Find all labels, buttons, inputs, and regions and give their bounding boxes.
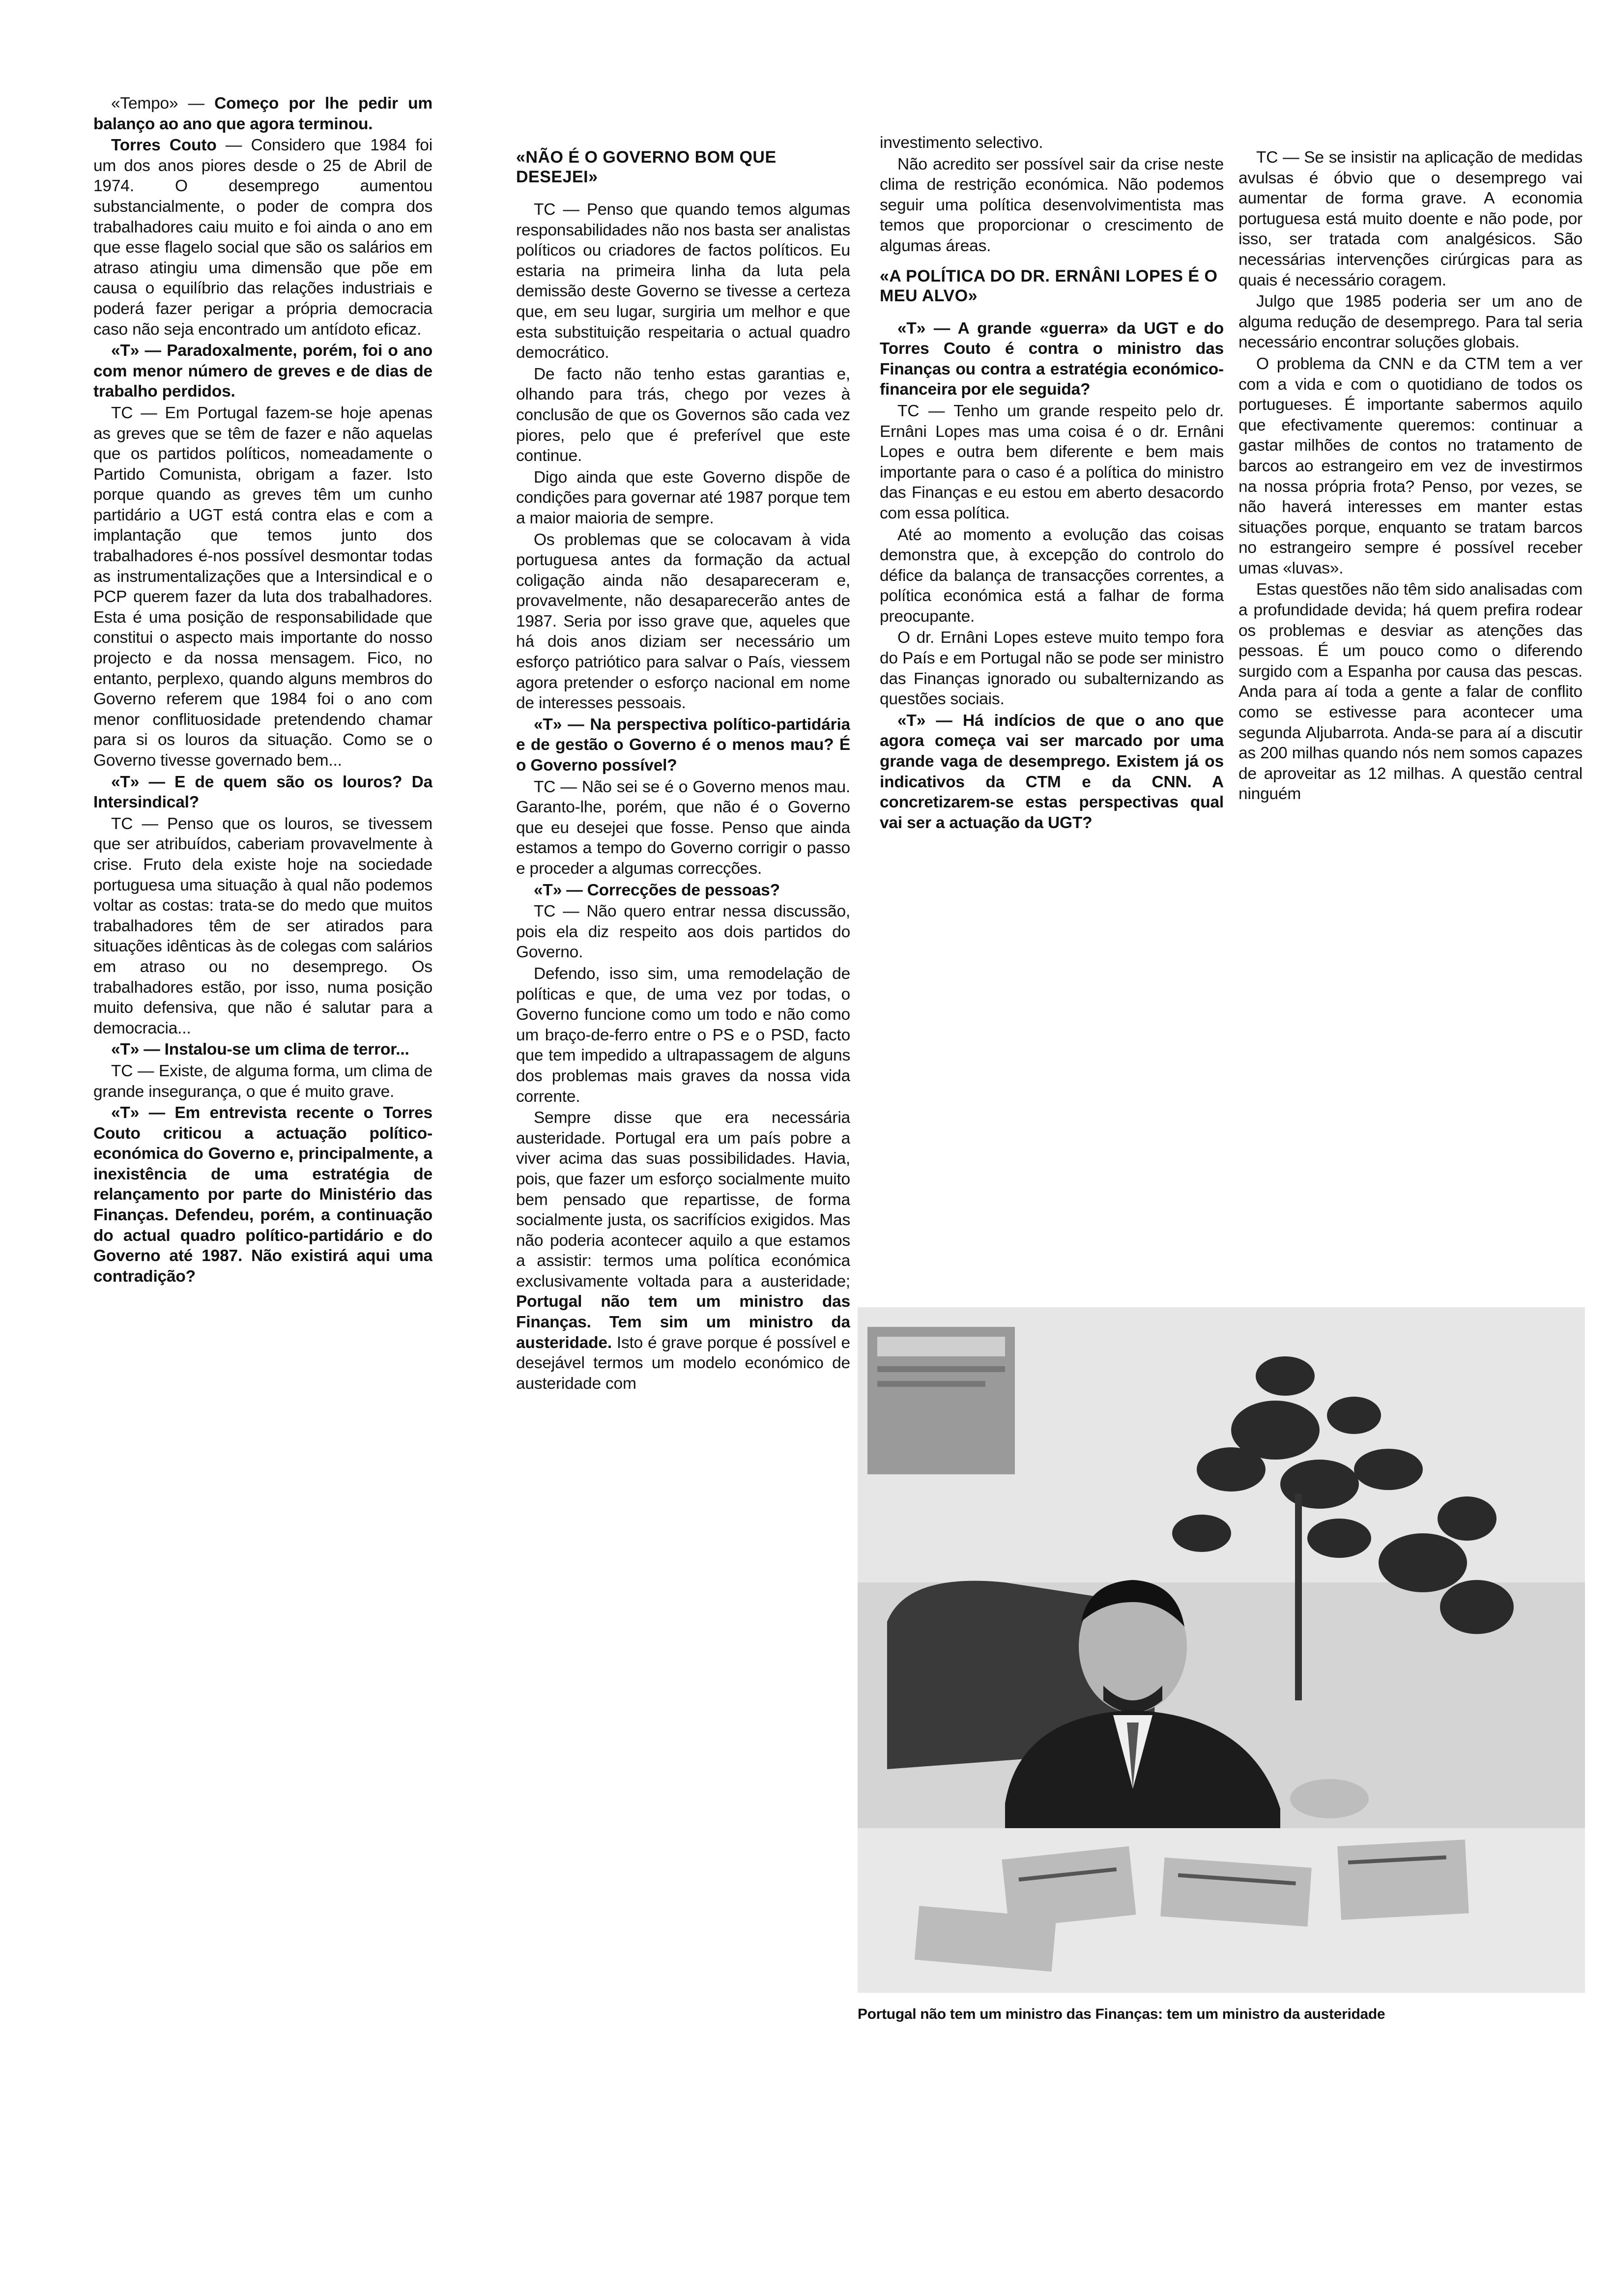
article-column-1 — [93, 93, 432, 1288]
answer-paragraph: Defendo, isso sim, uma remodelação de políticas e que, de uma vez por todas, o Governo funcione como um todo e não como um braço-de-ferro entre o PS e o PSD, facto que tem impedido a ultrapassagem de alguns dos problemas mais graves da nossa vida corrente. — [516, 964, 850, 1106]
intro-question — [93, 93, 432, 134]
interview-question: «T» — E de quem são os louros? Da Intersindical? — [93, 773, 432, 812]
section-heading: «A POLÍTICA DO DR. ERNÂNI LOPES É O MEU ALVO» — [880, 266, 1218, 305]
article-column-3 — [880, 133, 1224, 834]
answer-paragraph: De facto não tenho estas garantias e, olhando para trás, chego por vezes à conclusão de que os Governos são cada vez piores, pelo que é preferível que este continue. — [516, 365, 850, 465]
answer-paragraph: Não acredito ser possível sair da crise neste clima de restrição económica. Não podemos seguir uma política desenvolvimentista mas temos que proporcionar o crescimento de algumas áreas. — [880, 155, 1224, 255]
answer-paragraph — [516, 1108, 850, 1394]
answer-text: Sempre disse que era necessária austeridade. Portugal era um país pobre a viver acima das suas possibilidades. Havia, pois, que fazer um esforço socialmente muito bem pensado que repartisse, de forma socialmente justa, os sacrifícios exigidos. Mas não poderia acontecer aquilo a que estamos a assistir: termos uma política económica exclusivamente voltada para a austeridade; — [516, 1109, 850, 1291]
answer-paragraph: TC — Não sei se é o Governo menos mau. Garanto-lhe, porém, que não é o Governo que eu desejei que fosse. Penso que ainda estamos a tempo do Governo corrigir o passo e proceder a algumas correcções. — [516, 777, 850, 878]
answer-text: — Considero que 1984 foi um dos anos piores desde o 25 de Abril de 1974. O desemprego aumentou substancialmente, o poder de compra dos trabalhadores caiu muito e foi ainda o ano em que esse flagelo social que são os salários em atraso atingiu uma dimensão que põe em causa o equilíbrio das relações industriais e poderá fazer perigar a própria democracia caso não seja encontrado um antídoto eficaz. — [93, 136, 432, 339]
answer-paragraph: TC — Existe, de alguma forma, um clima de grande insegurança, o que é muito grave. — [93, 1062, 432, 1101]
answer-paragraph: O problema da CNN e da CTM tem a ver com a vida e com o quotidiano de todos os portugueses. É importante sabermos aquilo que efectivamente queremos: continuar a gastar milhões de contos no tratamento de barcos ao estrangeiro em vez de investirmos na nossa própria frota? Penso, por vezes, se não haverá interesses em manter estas situações porque, enquanto se tratam barcos no estrangeiro sempre é possível receber umas «luvas». — [1238, 354, 1583, 577]
answer-paragraph — [93, 135, 432, 340]
answer-paragraph: Estas questões não têm sido analisadas com a profundidade devida; há quem prefira rodear os problemas e desviar as atenções das pessoas. É um pouco como o diferendo surgido com a Espanha por causa das pescas. Anda para aí toda a gente a falar de conflito como se estivesse para acontecer uma segunda Aljubarrota. Anda-se para aí a discutir as 200 milhas quando nós nem somos capazes de aproveitar as 12 milhas. A questão central ninguém — [1238, 580, 1583, 804]
interview-question: «T» — Há indícios de que o ano que agora começa vai ser marcado por uma grande vaga de desemprego. Existem já os indicativos da CTM e da CNN. A concretizarem-se estas perspectivas qual vai ser a actuação da UGT? — [880, 711, 1224, 832]
photo-caption: Portugal não tem um ministro das Finanças: tem um ministro da austeridade — [858, 2006, 1385, 2022]
answer-paragraph: Os problemas que se colocavam à vida portuguesa antes da formação da actual coligação ainda não desapareceram e, provavelmente, não desaparecerão antes de 1987. Seria por isso grave que, aqueles que há dois anos diziam ser necessário um esforço patriótico para salvar o País, viessem agora pretender o esforço nacional em nome de interesses pessoais. — [516, 530, 850, 713]
intro-prefix: «Tempo» — — [111, 94, 215, 113]
interview-question: «T» — Instalou-se um clima de terror... — [111, 1040, 409, 1059]
answer-paragraph: Digo ainda que este Governo dispõe de condições para governar até 1987 porque tem a maior maioria de sempre. — [516, 468, 850, 527]
interview-question: «T» — Paradoxalmente, porém, foi o ano com menor número de greves e de dias de trabalho perdidos. — [93, 342, 432, 401]
photo-portrait — [858, 1307, 1585, 1993]
answer-paragraph: Até ao momento a evolução das coisas demonstra que, à excepção do controlo do défice da balança de transacções correntes, a política económica está a falhar de forma preocupante. — [880, 525, 1224, 626]
continued-paragraph: investimento selectivo. — [880, 134, 1043, 152]
answer-paragraph: TC — Tenho um grande respeito pelo dr. Ernâni Lopes mas uma coisa é o dr. Ernâni Lopes e outra bem diferente e bem mais importante para o caso é a política do ministro das Finanças e eu estou em aberto desacordo com essa política. — [880, 402, 1224, 522]
answer-paragraph: TC — Penso que quando temos algumas responsabilidades não nos basta ser analistas políticos ou criadores de factos políticos. Eu estaria na primeira linha da luta pela demissão deste Governo se tivesse a certeza que, em seu lugar, surgiria um melhor e que esta substituição respeitaria o actual quadro democrático. — [516, 201, 850, 362]
article-column-4 — [1238, 147, 1583, 805]
answer-paragraph: O dr. Ernâni Lopes esteve muito tempo fora do País e em Portugal não se pode ser ministro das Finanças ignorado ou subalternizando as questões sociais. — [880, 629, 1224, 709]
emphasis-text: Portugal não tem um ministro das Finanças. Tem sim um ministro da austeridade. — [516, 1292, 850, 1352]
answer-paragraph: Julgo que 1985 poderia ser um ano de alguma redução de desemprego. Para tal seria necessário encontrar soluções globais. — [1238, 292, 1583, 352]
answer-text: Isto é grave porque é possível e desejável termos um modelo económico de austeridade com — [516, 1333, 850, 1393]
section-heading: «NÃO É O GOVERNO BOM QUE DESEJEI» — [516, 148, 777, 186]
answer-paragraph: TC — Em Portugal fazem-se hoje apenas as greves que se têm de fazer e não aquelas que os partidos políticos, nomeadamente o Partido Comunista, obrigam a fazer. Isto porque quando as greves têm um cunho partidário a UGT está contra elas e com a implantação que temos junto dos trabalhadores é-nos possível desmontar todas as instrumentalizações que a Intersindical e o PCP querem fazer da luta dos trabalhadores. Esta é uma posição de responsabilidade que constitui o aspecto mais importante do nosso projecto e da nossa mensagem. Fico, no entanto, perplexo, quando alguns membros do Governo referem que 1984 foi o ano com menor conflituosidade pretendendo chamar para si os louros da situação. Como se o Governo tivesse governado bem... — [93, 403, 432, 770]
photo-illustration — [858, 1307, 1585, 1993]
answer-paragraph: TC — Penso que os louros, se tivessem que ser atribuídos, caberiam provavelmente à crise. Fruto dela existe hoje na sociedade portuguesa uma situação à qual não podemos voltar as costas: trata-se do medo que muitos trabalhadores têm de ser atirados para situações idênticas às de colegas com salários em atraso ou no desemprego. Os trabalhadores estão, por isso, numa posição muito defensiva, que não é salutar para a democracia... — [93, 814, 432, 1037]
answer-paragraph: TC — Não quero entrar nessa discussão, pois ela diz respeito aos dois partidos do Governo. — [516, 902, 850, 962]
speaker-name: Torres Couto — [111, 136, 217, 155]
interview-question: «T» — Na perspectiva político-partidária e de gestão o Governo é o menos mau? É o Governo possível? — [516, 715, 850, 775]
interview-question: «T» — A grande «guerra» da UGT e do Torres Couto é contra o ministro das Finanças ou contra a estratégia económico-financeira por ele seguida? — [880, 319, 1224, 399]
answer-paragraph: TC — Se se insistir na aplicação de medidas avulsas é óbvio que o desemprego vai aumentar de forma grave. A economia portuguesa está muito doente e não pode, por isso, ser tratada com analgésicos. São necessárias intervenções cirúrgicas para as quais é necessário coragem. — [1238, 148, 1583, 289]
article-column-2 — [516, 138, 850, 1395]
intro-text: Começo por lhe pedir um balanço ao ano que agora terminou. — [93, 94, 432, 133]
interview-question: «T» — Correcções de pessoas? — [534, 881, 780, 899]
interview-question: «T» — Em entrevista recente o Torres Couto criticou a actuação político-económica do Governo e, principalmente, a inexistência de uma estratégia de relançamento por parte do Ministério das Finanças. Defendeu, porém, a continuação do actual quadro político-partidário e do Governo até 1987. Não existirá aqui uma contradição? — [93, 1104, 432, 1286]
